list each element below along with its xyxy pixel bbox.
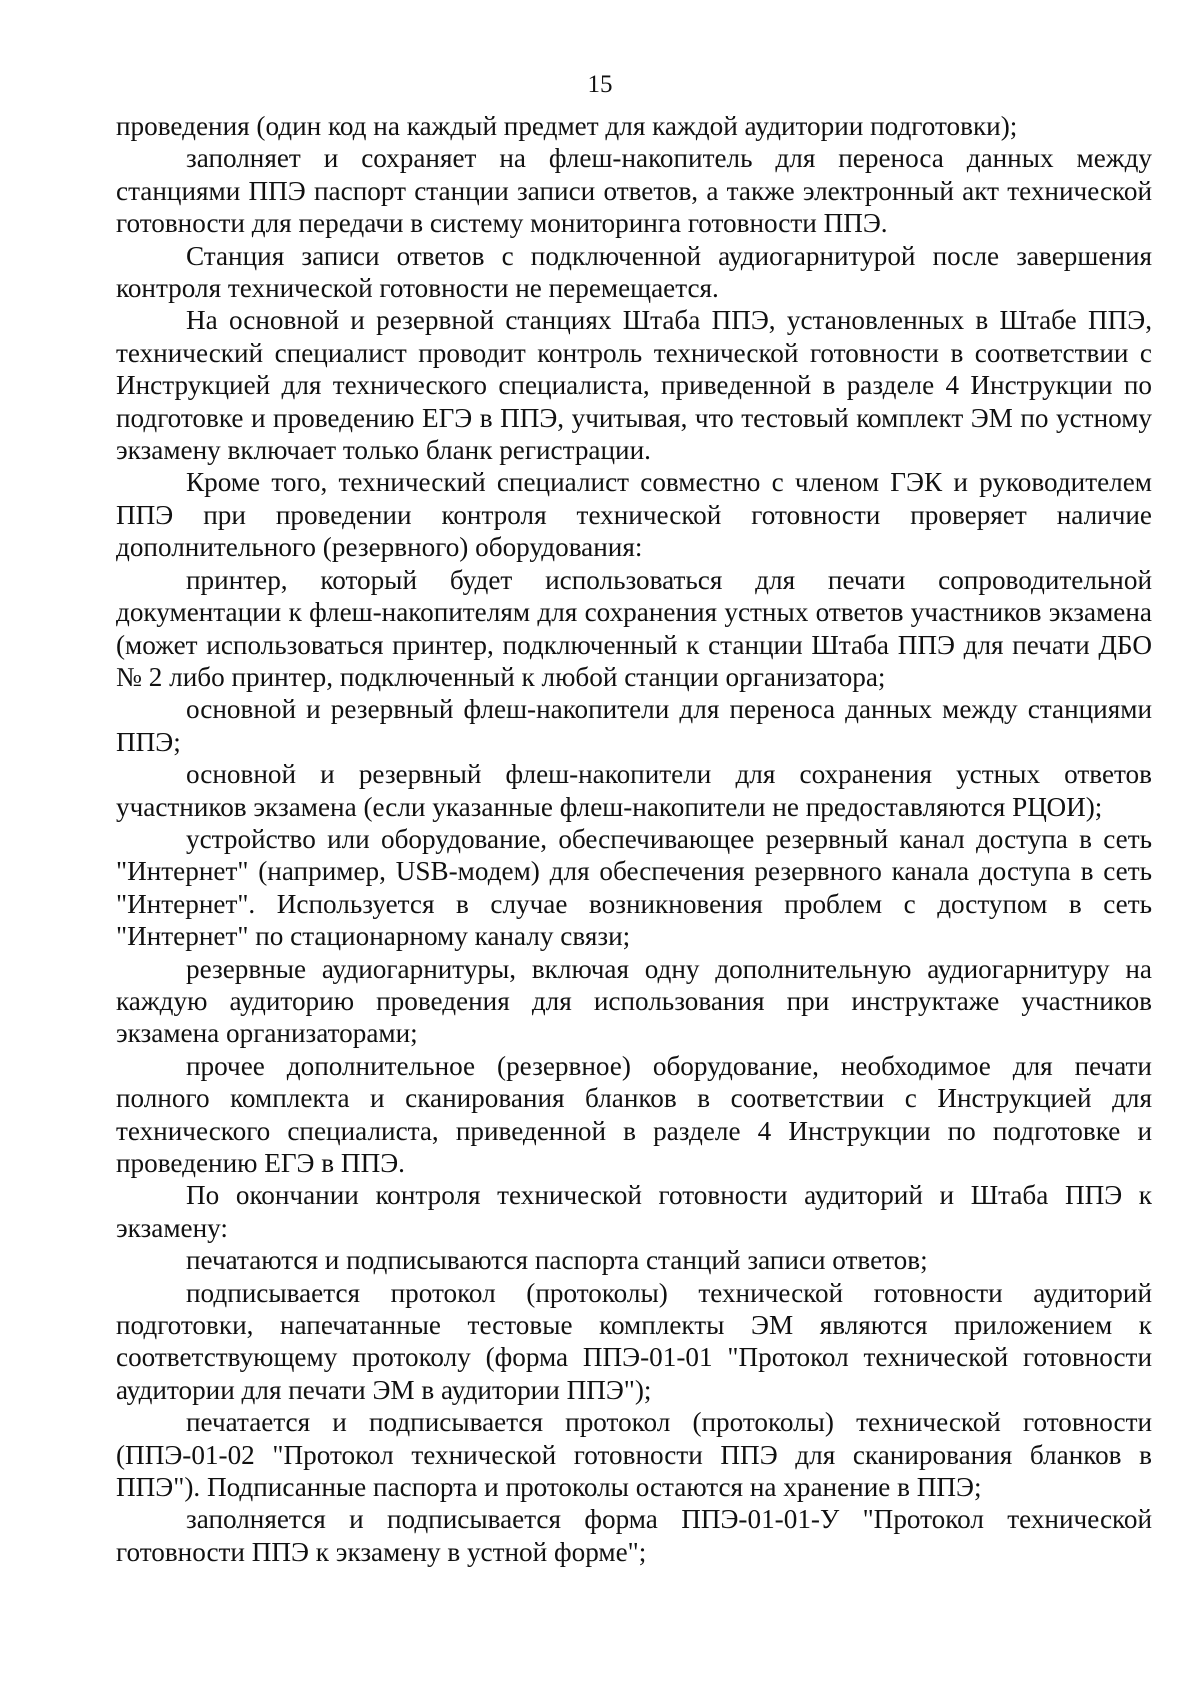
paragraph-station-not-moved: Станция записи ответов с подключенной аудиогарнитурой после завершения контроля технической готовности не перемещается.	[116, 240, 1152, 304]
list-item-print-passports: печатаются и подписываются паспорта станций записи ответов;	[186, 1245, 928, 1276]
list-item-transfer-flash-drives: основной и резервный флеш-накопители для переноса данных между станциями ППЭ;	[116, 694, 1152, 757]
paragraph-after-control: По окончании контроля технической готовности аудиторий и Штаба ППЭ к экзамену:	[116, 1180, 1152, 1243]
paragraph-continuation: проведения (один код на каждый предмет для каждой аудитории подготовки);	[116, 111, 1018, 141]
list-item-other-equipment: прочее дополнительное (резервное) оборудование, необходимое для печати полного комплекта и сканирования бланков в соответствии с Инструкцией для технического специалиста, приведенной в разделе 4 Инструкции по подготовке и проведению ЕГЭ в ППЭ.	[116, 1050, 1152, 1178]
list-item-sign-protocol-preparation: подписывается протокол (протоколы) технической готовности аудиторий подготовки, напечатанные тестовые комплекты ЭМ являются приложением к соответствующему протоколу (форма ППЭ-01-01 "Протокол технической готовности аудитории для печати ЭМ в аудитории ППЭ");	[116, 1277, 1152, 1405]
list-item-answer-flash-drives: основной и резервный флеш-накопители для сохранения устных ответов участников экзамена (если указанные флеш-накопители не предоставляются РЦОИ);	[116, 759, 1152, 822]
page-number: 15	[587, 71, 613, 98]
list-item-backup-headsets: резервные аудиогарнитуры, включая одну дополнительную аудиогарнитуру на каждую аудиторию проведения для использования при инструктаже участников экзамена организаторами;	[116, 953, 1152, 1049]
document-body	[116, 110, 1152, 1568]
paragraph-additional-equipment: Кроме того, технический специалист совместно с членом ГЭК и руководителем ППЭ при проведении контроля технической готовности проверяет наличие дополнительного (резервного) оборудования:	[116, 467, 1152, 563]
list-item-print-protocol-scanning: печатается и подписывается протокол (протоколы) технической готовности (ППЭ-01-02 "Протокол технической готовности ППЭ для сканирования бланков в ППЭ"). Подписанные паспорта и протоколы остаются на хранение в ППЭ;	[116, 1407, 1152, 1503]
list-item-printer: принтер, который будет использоваться для печати сопроводительной документации к флеш-накопителям для сохранения устных ответов участников экзамена (может использоваться принтер, подключенный к станции Штаба ППЭ для печати ДБО № 2 либо принтер, подключенный к любой станции организатора;	[116, 564, 1152, 692]
list-item-internet-backup: устройство или оборудование, обеспечивающее резервный канал доступа в сеть "Интернет" (например, USB-модем) для обеспечения резервного канала доступа в сеть "Интернет". Используется в случае возникновения проблем с доступом в сеть "Интернет" по стационарному каналу связи;	[116, 823, 1152, 952]
paragraph-fill-passport: заполняет и сохраняет на флеш-накопитель для переноса данных между станциями ППЭ паспорт станции записи ответов, а также электронный акт технической готовности для передачи в систему мониторинга готовности ППЭ.	[116, 143, 1152, 239]
paragraph-headquarters-stations: На основной и резервной станциях Штаба ППЭ, установленных в Штабе ППЭ, технический специалист проводит контроль технической готовности в соответствии с Инструкцией для технического специалиста, приведенной в разделе 4 Инструкции по подготовке и проведению ЕГЭ в ППЭ, учитывая, что тестовый комплект ЭМ по устному экзамену включает только бланк регистрации.	[116, 305, 1152, 466]
list-item-fill-form-oral: заполняется и подписывается форма ППЭ-01-01-У "Протокол технической готовности ППЭ к экзамену в устной форме";	[116, 1504, 1152, 1567]
